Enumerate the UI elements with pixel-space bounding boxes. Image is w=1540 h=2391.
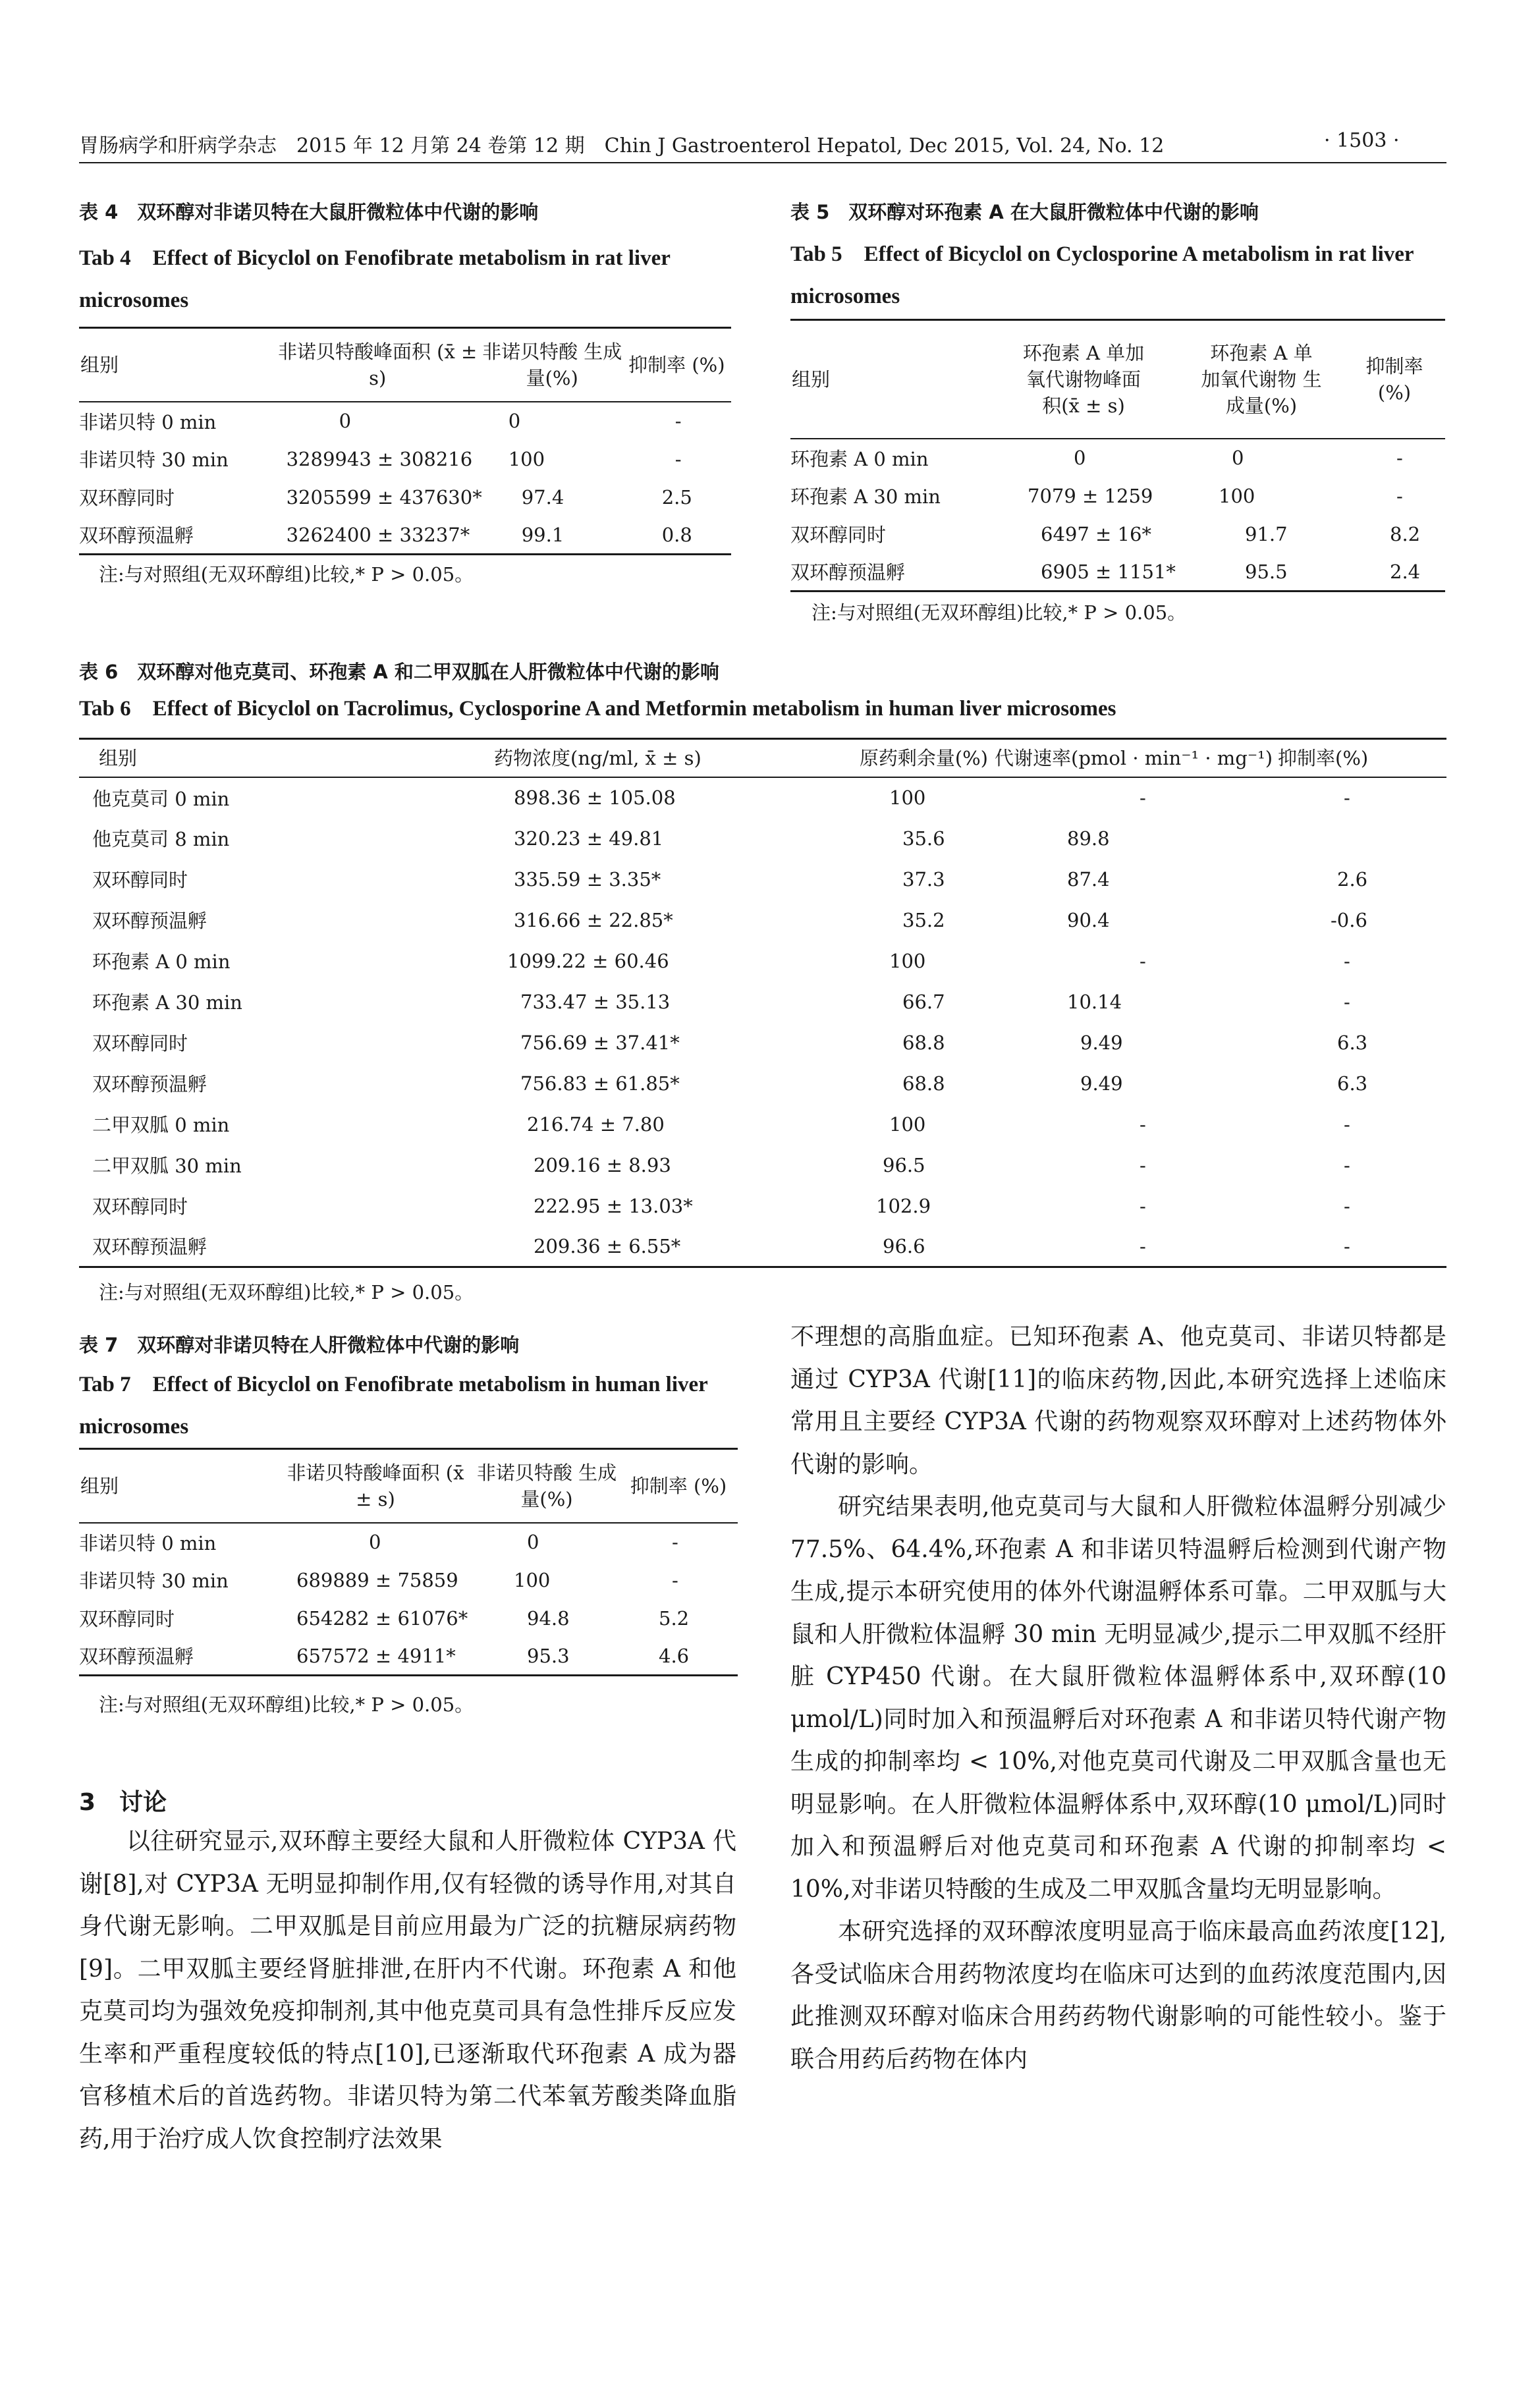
table-cell: 335.59 ± 3.35* — [514, 867, 661, 891]
table-cell: 非诺贝特 30 min — [79, 1570, 229, 1592]
table-cell: 双环醇同时 — [92, 1196, 188, 1218]
table-cell: 89.8 — [1067, 827, 1110, 850]
tab4-header-yield: 非诺贝特酸 生成量(%) — [482, 328, 622, 402]
table-cell: - — [1140, 1194, 1146, 1217]
table-cell: 90.4 — [1067, 908, 1110, 931]
table-cell: 9.49 — [1080, 1072, 1123, 1095]
table-cell: 3262400 ± 33237* — [273, 516, 482, 555]
tab7-header-inhibition: 抑制率 (%) — [619, 1449, 738, 1523]
table-cell: 94.8 — [527, 1607, 570, 1630]
table-row — [79, 1022, 1446, 1063]
tab7-caption-en: Tab 7 Effect of Bicyclol on Fenofibrate metabolism in human liver microsomes — [79, 1373, 708, 1439]
table-cell: 双环醇同时 — [79, 1608, 175, 1630]
tab5-caption-en: Tab 5 Effect of Bicyclol on Cyclosporine A metabolism in rat liver microsomes — [790, 242, 1414, 308]
table-cell: 6905 ± 1151* — [988, 553, 1179, 591]
table-cell: 100 — [889, 1113, 926, 1136]
table-cell: 0 — [1074, 447, 1086, 469]
table-cell: 双环醇预温孵 — [79, 1226, 408, 1267]
tab6-note: 注:与对照组(无双环醇组)比较,* P > 0.05。 — [99, 1281, 474, 1304]
table-cell: 二甲双胍 0 min — [92, 1114, 230, 1136]
table-row — [79, 941, 1446, 981]
table-cell: 209.16 ± 8.93 — [534, 1153, 671, 1176]
table-row — [79, 1104, 1446, 1145]
tab6-caption-cn: 表 6 双环醇对他克莫司、环孢素 A 和二甲双胍在人肝微粒体中代谢的影响 — [79, 661, 719, 683]
table-cell: 100 — [514, 1568, 551, 1591]
tab4-caption-en: Tab 4 Effect of Bicyclol on Fenofibrate metabolism in rat liver microsomes — [79, 246, 671, 312]
table-cell: 非诺贝特 0 min — [79, 410, 217, 433]
tab7-header-group: 组别 — [79, 1449, 277, 1523]
table-cell: - — [1344, 949, 1350, 972]
table-cell: 环孢素 A 0 min — [92, 950, 231, 973]
table-cell: 双环醇预温孵 — [92, 910, 207, 932]
table-cell: 双环醇预温孵 — [92, 1073, 207, 1095]
running-header: 胃肠病学和肝病学杂志 2015 年 12 月第 24 卷第 12 期 Chin J Gastroenterol Hepatol, Dec 2015, Vol. 24, No. 12 — [79, 134, 1165, 157]
tab6-header-group: 组别 — [79, 739, 408, 777]
table-row — [790, 553, 1445, 591]
table-cell: 非诺贝特 30 min — [79, 449, 229, 471]
table-cell: - — [1344, 786, 1350, 809]
tab7-caption-cn: 表 7 双环醇对非诺贝特在人肝微粒体中代谢的影响 — [79, 1334, 520, 1356]
table-cell: 双环醇同时 — [790, 524, 887, 546]
table-cell: 0 — [508, 410, 521, 432]
table-row — [79, 1145, 1446, 1186]
table-cell: - — [672, 1568, 678, 1591]
table-cell: - — [1396, 484, 1403, 507]
table-row — [790, 439, 1445, 477]
table-cell: 0 — [339, 410, 352, 432]
table-cell: - — [1140, 1153, 1146, 1176]
table-cell: 102.9 — [876, 1194, 931, 1217]
page-number: · 1503 · — [1324, 129, 1400, 152]
table-cell: 100 — [508, 447, 545, 470]
tab4-caption-cn: 表 4 双环醇对非诺贝特在大鼠肝微粒体中代谢的影响 — [79, 201, 539, 223]
table-cell: - — [1344, 1153, 1350, 1176]
table-cell: 双环醇预温孵 — [79, 1637, 277, 1676]
table-cell: 0 — [369, 1531, 381, 1553]
table-row — [79, 818, 1446, 859]
table-cell: 91.7 — [1245, 522, 1288, 545]
table-row — [79, 440, 731, 478]
table-cell: 68.8 — [902, 1031, 945, 1054]
paragraph: 不理想的高脂血症。已知环孢素 A、他克莫司、非诺贝特都是通过 CYP3A 代谢[11]的临床药物,因此,本研究选择上述临床常用且主要经 CYP3A 代谢的药物观察双环醇对上述药物体外代谢的影响。 — [790, 1323, 1446, 1478]
table-row — [79, 402, 731, 440]
table-cell: 双环醇同时 — [92, 869, 188, 891]
table-cell: 环孢素 A 30 min — [92, 991, 242, 1014]
table-cell: - — [1344, 990, 1350, 1013]
table-cell: 非诺贝特 0 min — [79, 1531, 217, 1554]
tab4-header-group: 组别 — [79, 328, 273, 402]
table-cell: 6497 ± 16* — [1041, 522, 1151, 545]
table-row — [79, 1523, 738, 1561]
tab6-header-inhibition: 抑制率(%) — [1278, 739, 1446, 777]
table-row — [79, 1599, 738, 1637]
tab5-note: 注:与对照组(无双环醇组)比较,* P > 0.05。 — [811, 601, 1187, 624]
table-cell: 97.4 — [521, 485, 564, 508]
table-cell: 95.3 — [474, 1637, 619, 1676]
table-row — [79, 1186, 1446, 1226]
tab6-caption-en: Tab 6 Effect of Bicyclol on Tacrolimus, Cyclosporine A and Metformin metabolism in human liver microsomes — [79, 697, 1116, 721]
table-cell: 5.2 — [659, 1607, 690, 1630]
left-column-text — [79, 1821, 736, 2160]
tab5-caption-cn: 表 5 双环醇对环孢素 A 在大鼠肝微粒体中代谢的影响 — [790, 201, 1259, 223]
table-row — [790, 477, 1445, 515]
table-row — [79, 859, 1446, 900]
table-cell: 环孢素 A 0 min — [790, 447, 929, 470]
table-cell: 316.66 ± 22.85* — [514, 908, 673, 931]
table-cell: 双环醇同时 — [92, 1032, 188, 1055]
table-cell: 7079 ± 1259 — [1028, 484, 1153, 507]
table-cell: 100 — [889, 786, 926, 809]
table-row — [79, 478, 731, 516]
table-cell: 6.3 — [1337, 1031, 1368, 1054]
table-cell: 96.6 — [711, 1226, 988, 1267]
table-cell — [1278, 818, 1446, 859]
table-cell: 320.23 ± 49.81 — [514, 827, 664, 850]
table-cell: - — [1344, 1194, 1350, 1217]
table-cell: - — [1140, 1113, 1146, 1136]
table-cell: 689889 ± 75859 — [296, 1568, 458, 1591]
table-cell: 66.7 — [902, 990, 945, 1013]
table-cell: 2.5 — [661, 485, 692, 508]
table-cell: - — [1344, 1113, 1350, 1136]
tab6-table — [79, 738, 1446, 1268]
paragraph: 本研究选择的双环醇浓度明显高于临床最高血药浓度[12],各受试临床合用药物浓度均在临床可达到的血药浓度范围内,因此推测双环醇对临床合用药药物代谢影响的可能性较小。鉴于联合用药后药物在体内 — [790, 1918, 1446, 2073]
tab4-header-area: 非诺贝特酸峰面积 (x̄ ± s) — [273, 328, 482, 402]
tab5-table — [790, 319, 1445, 592]
table-cell: 95.5 — [1179, 553, 1344, 591]
table-cell: 68.8 — [902, 1072, 945, 1095]
tab5-header-area: 环孢素 A 单加 氧代谢物峰面 积(x̄ ± s) — [988, 320, 1179, 439]
table-cell: - — [674, 410, 682, 432]
table-row — [79, 1561, 738, 1599]
tab7-header-yield: 非诺贝特酸 生成量(%) — [474, 1449, 619, 1523]
table-cell: - — [1278, 1226, 1446, 1267]
table-cell: 216.74 ± 7.80 — [527, 1113, 665, 1136]
tab5-header-inhibition: 抑制率 (%) — [1344, 320, 1445, 439]
table-cell: 87.4 — [1067, 867, 1110, 891]
table-cell: 8.2 — [1390, 522, 1421, 545]
table-row — [79, 516, 731, 555]
table-row — [79, 900, 1446, 941]
table-cell: 35.6 — [902, 827, 945, 850]
section-heading: 3 讨论 — [79, 1789, 167, 1816]
table-cell: - — [988, 1226, 1278, 1267]
table-row — [790, 515, 1445, 553]
table-cell: 3289943 ± 308216 — [286, 447, 473, 470]
table-cell: 100 — [1219, 484, 1255, 507]
tab6-header-conc: 药物浓度(ng/ml, x̄ ± s) — [408, 739, 711, 777]
tab7-table — [79, 1448, 738, 1676]
table-row — [79, 1226, 1446, 1267]
table-row — [79, 777, 1446, 818]
table-row — [79, 981, 1446, 1022]
table-cell: 657572 ± 4911* — [277, 1637, 474, 1676]
table-cell: 0 — [527, 1531, 539, 1553]
tab4-table — [79, 327, 731, 555]
table-cell: 2.4 — [1344, 553, 1445, 591]
paragraph: 以往研究显示,双环醇主要经大鼠和人肝微粒体 CYP3A 代谢[8],对 CYP3A 无明显抑制作用,仅有轻微的诱导作用,对其自身代谢无影响。二甲双胍是目前应用最为广泛的抗糖尿病药物[9]。二甲双胍主要经肾脏排泄,在肝内不代谢。环孢素 A 和他克莫司均为强效免疫抑制剂,其中他克莫司具有急性排斥反应发生率和严重程度较低的特点[10],已逐渐取代环孢素 A 成为器官移植术后的首选药物。非诺贝特为第二代苯氧芳酸类降血脂药,用于治疗成人饮食控制疗法效果 — [79, 1828, 736, 2153]
table-cell: 环孢素 A 30 min — [790, 485, 941, 508]
table-cell: 双环醇同时 — [79, 487, 175, 509]
table-cell: 222.95 ± 13.03* — [534, 1194, 693, 1217]
table-cell: - — [1396, 447, 1403, 469]
table-cell: 4.6 — [619, 1637, 738, 1676]
table-cell: 898.36 ± 105.08 — [514, 786, 676, 809]
paragraph: 研究结果表明,他克莫司与大鼠和人肝微粒体温孵分别减少 77.5%、64.4%,环孢素 A 和非诺贝特温孵后检测到代谢产物生成,提示本研究使用的体外代谢温孵体系可靠。二甲双胍与大鼠和人肝微粒体温孵 30 min 无明显减少,提示二甲双胍不经肝脏 CYP450 代谢。在大鼠肝微粒体温孵体系中,双环醇(10 μmol/L)同时加入和预温孵后对环孢素 A 和非诺贝特代谢产物生成的抑制率均 < 10%,对他克莫司代谢及二甲双胍含量也无明显影响。在人肝微粒体温孵体系中,双环醇(10 μmol/L)同时加入和预温孵后对他克莫司和环孢素 A 代谢的抑制率均 < 10%,对非诺贝特酸的生成及二甲双胍含量均无明显影响。 — [790, 1493, 1446, 1903]
right-column-text — [790, 1316, 1446, 2081]
table-cell: - — [1140, 949, 1146, 972]
table-cell: 733.47 ± 35.13 — [520, 990, 671, 1013]
table-cell: 0 — [1232, 447, 1244, 469]
table-cell: 1099.22 ± 60.46 — [507, 949, 669, 972]
table-cell: - — [672, 1531, 678, 1553]
table-cell: 654282 ± 61076* — [296, 1607, 468, 1630]
table-cell: - — [1140, 786, 1146, 809]
table-cell: 2.6 — [1337, 867, 1368, 891]
table-cell: 双环醇预温孵 — [79, 516, 273, 555]
table-cell: - — [674, 447, 682, 470]
tab5-header-yield: 环孢素 A 单 加氧代谢物 生成量(%) — [1179, 320, 1344, 439]
table-cell: 9.49 — [1080, 1031, 1123, 1054]
table-row — [79, 1063, 1446, 1104]
table-cell: 6.3 — [1337, 1072, 1368, 1095]
table-cell: 100 — [889, 949, 926, 972]
tab6-header-rate: 代谢速率(pmol · min⁻¹ · mg⁻¹) — [988, 739, 1278, 777]
tab6-header-remaining: 原药剩余量(%) — [711, 739, 988, 777]
tab4-note: 注:与对照组(无双环醇组)比较,* P > 0.05。 — [99, 563, 474, 586]
table-cell: 他克莫司 8 min — [92, 828, 230, 850]
table-cell: 双环醇预温孵 — [790, 553, 988, 591]
table-cell: 209.36 ± 6.55* — [408, 1226, 711, 1267]
table-cell: 二甲双胍 30 min — [92, 1155, 242, 1177]
tab5-header-group: 组别 — [790, 320, 988, 439]
tab7-header-area: 非诺贝特酸峰面积 (x̄ ± s) — [277, 1449, 474, 1523]
table-cell: -0.6 — [1331, 908, 1367, 931]
table-cell: 10.14 — [1067, 990, 1122, 1013]
table-row — [79, 1637, 738, 1676]
header-rule — [79, 162, 1446, 163]
table-cell: 756.69 ± 37.41* — [520, 1031, 680, 1054]
table-cell: 37.3 — [902, 867, 945, 891]
table-cell: 756.83 ± 61.85* — [520, 1072, 680, 1095]
tab7-note: 注:与对照组(无双环醇组)比较,* P > 0.05。 — [99, 1693, 474, 1716]
table-cell: 3205599 ± 437630* — [286, 485, 482, 508]
table-cell: 他克莫司 0 min — [92, 787, 230, 810]
table-cell: 35.2 — [902, 908, 945, 931]
tab4-header-inhibition: 抑制率 (%) — [622, 328, 731, 402]
table-cell: 99.1 — [482, 516, 622, 555]
table-cell: 0.8 — [622, 516, 731, 555]
table-cell: 96.5 — [883, 1153, 925, 1176]
